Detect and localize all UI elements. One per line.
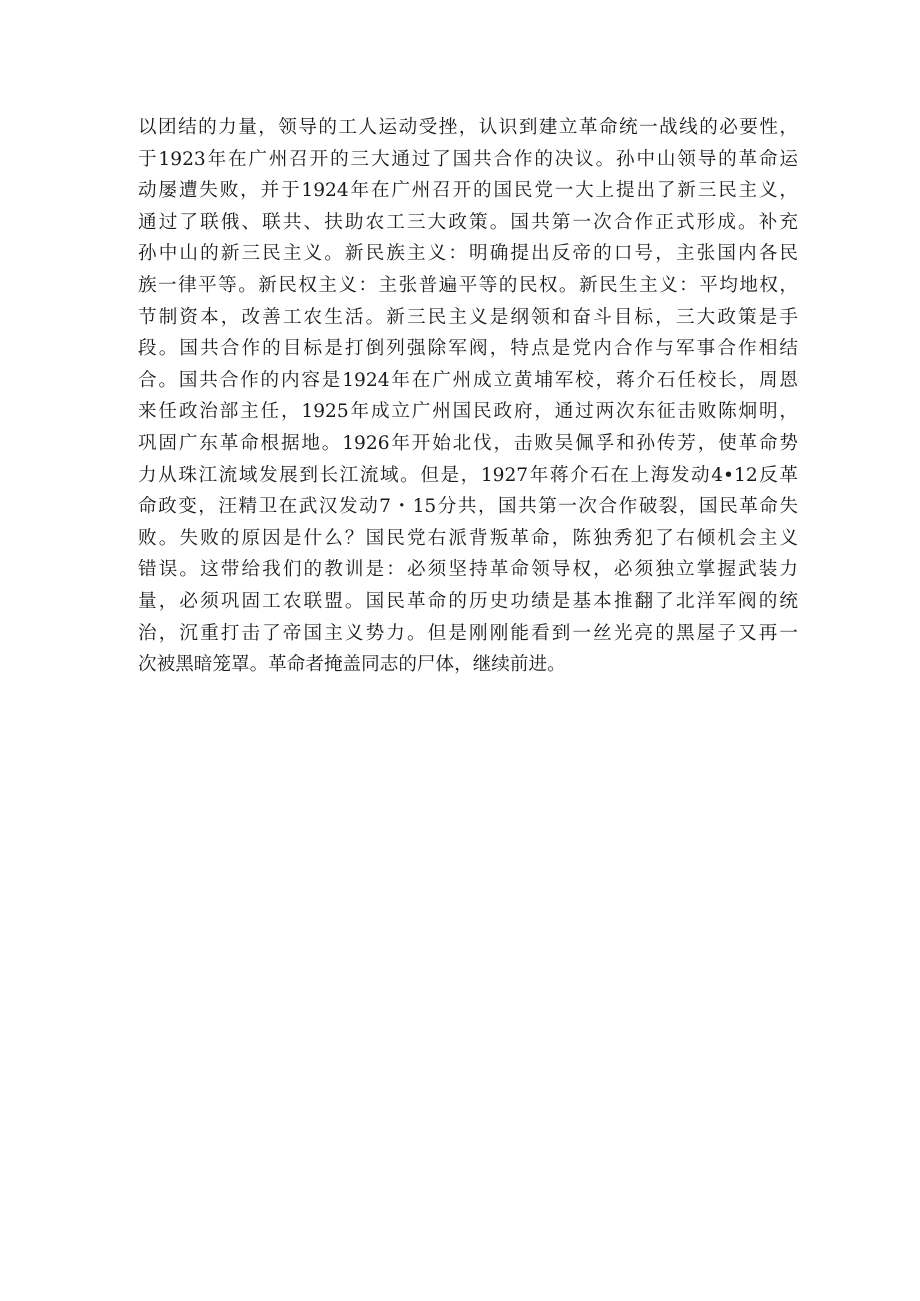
text-line: 来任政治部主任，1925年成立广州国民政府，通过两次东征击败陈炯明， bbox=[138, 401, 798, 423]
text-line: 力从珠江流域发展到长江流域。但是，1927年蒋介石在上海发动4•12反革 bbox=[138, 464, 798, 486]
text-line: 错误。这带给我们的教训是：必须坚持革命领导权，必须独立掌握武装力 bbox=[138, 559, 798, 581]
text-line: 孙中山的新三民主义。新民族主义：明确提出反帝的口号，主张国内各民 bbox=[138, 243, 798, 265]
text-line: 通过了联俄、联共、扶助农工三大政策。国共第一次合作正式形成。补充 bbox=[138, 211, 798, 233]
body-paragraph bbox=[138, 112, 798, 681]
text-line: 次被黑暗笼罩。革命者掩盖同志的尸体，继续前进。 bbox=[138, 654, 566, 676]
text-line: 治，沉重打击了帝国主义势力。但是刚刚能看到一丝光亮的黑屋子又再一 bbox=[138, 622, 798, 644]
text-line: 以团结的力量，领导的工人运动受挫，认识到建立革命统一战线的必要性， bbox=[138, 117, 798, 138]
text-line: 节制资本，改善工农生活。新三民主义是纲领和奋斗目标，三大政策是手 bbox=[138, 306, 798, 328]
text-line: 败。失败的原因是什么？国民党右派背叛革命，陈独秀犯了右倾机会主义 bbox=[138, 527, 798, 549]
text-line: 段。国共合作的目标是打倒列强除军阀，特点是党内合作与军事合作相结 bbox=[138, 338, 798, 360]
text-line: 于1923年在广州召开的三大通过了国共合作的决议。孙中山领导的革命运 bbox=[138, 148, 798, 170]
text-line: 族一律平等。新民权主义：主张普遍平等的民权。新民生主义：平均地权， bbox=[138, 274, 798, 296]
text-line: 命政变，汪精卫在武汉发动7・15分共，国共第一次合作破裂，国民革命失 bbox=[138, 496, 798, 518]
text-line: 量，必须巩固工农联盟。国民革命的历史功绩是基本推翻了北洋军阀的统 bbox=[138, 590, 798, 612]
text-line: 动屡遭失败，并于1924年在广州召开的国民党一大上提出了新三民主义， bbox=[138, 180, 798, 202]
text-line: 巩固广东革命根据地。1926年开始北伐，击败吴佩孚和孙传芳，使革命势 bbox=[138, 432, 798, 454]
text-line: 合。国共合作的内容是1924年在广州成立黄埔军校，蒋介石任校长，周恩 bbox=[138, 369, 798, 391]
